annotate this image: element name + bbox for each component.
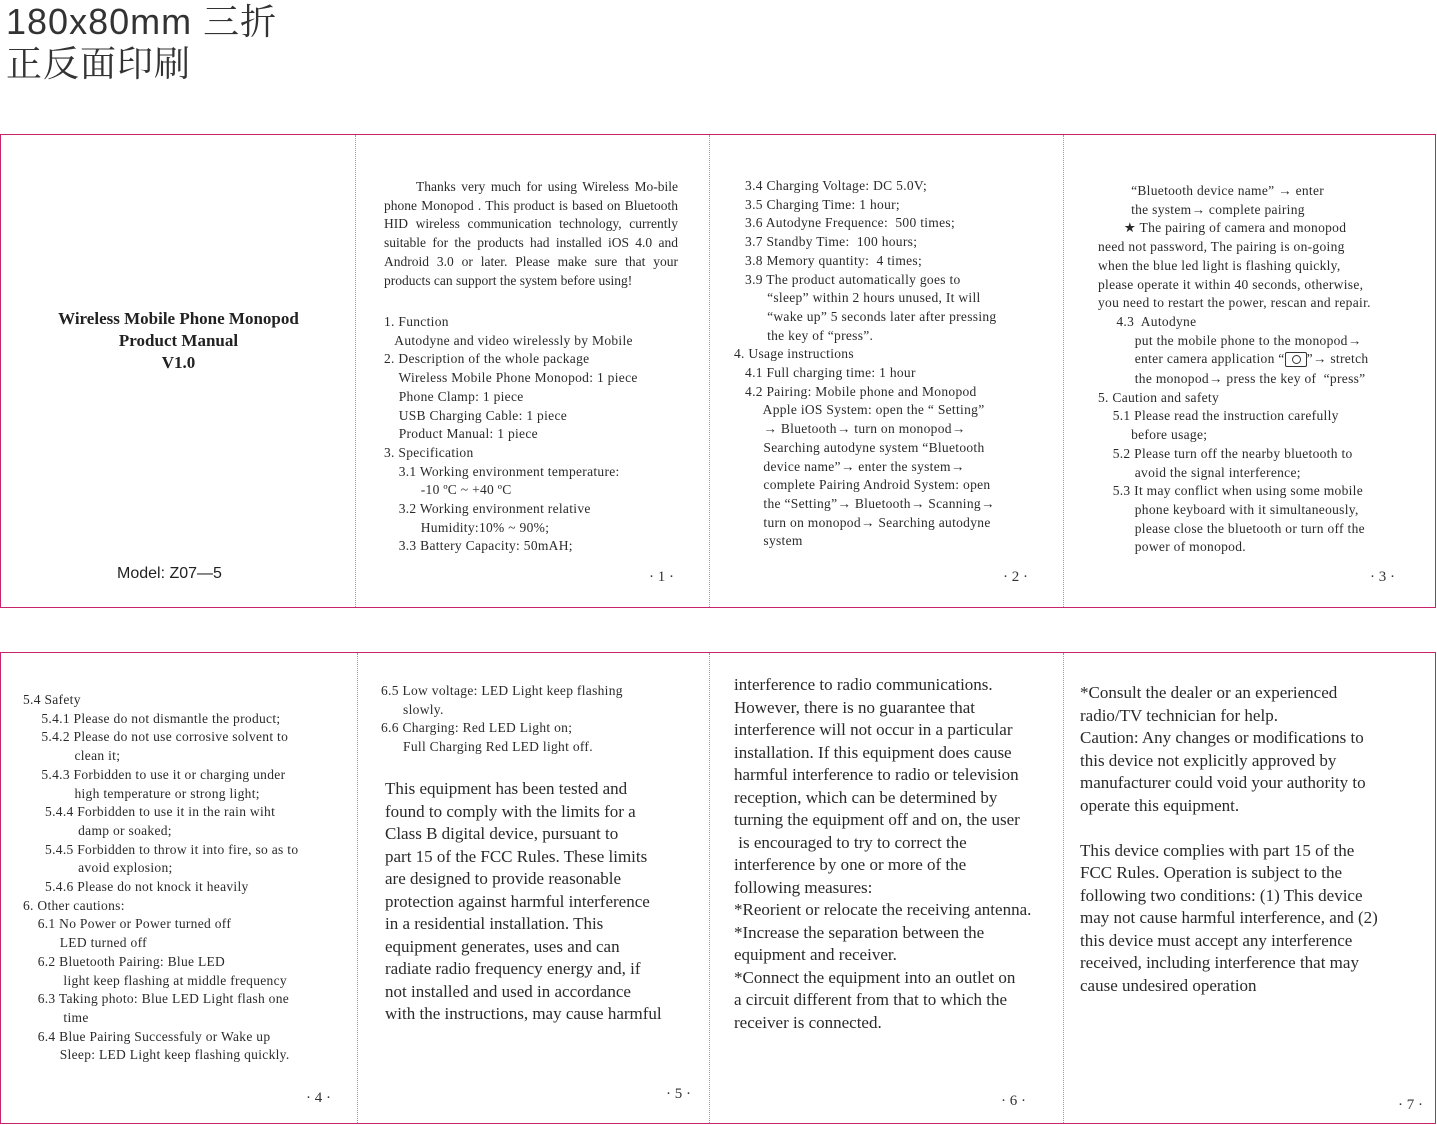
page-number-3: · 3 · (1370, 569, 1395, 585)
fold-line (357, 653, 358, 1123)
page-number-2: · 2 · (1003, 569, 1028, 585)
front-sheet (0, 134, 1436, 608)
page4-body: 5.4 Safety 5.4.1 Please do not dismantle the product; 5.4.2 Please do not use corrosive solvent to clean it; 5.4.3 Forbidden to use it or charging under high temperature or strong light; 5.4.4 Forbidden to use it in the rain wiht damp or soaked; 5.4.5 Forbidden to throw it into fire, so as to avoid explosion; 5.4.6 Please do not knock it heavily 6. Other cautions: 6.1 No Power or Power turned off LED turned off 6.2 Bluetooth Pairing: Blue LED light keep flashing at middle frequency 6.3 Taking photo: Blue LED Light flash one time 6.4 Blue Pairing Successfuly or Wake up Sleep: LED Light keep flashing quickly. (23, 692, 299, 1063)
page1-body: 1. Function Autodyne and video wirelessly by Mobile 2. Description of the whole package Wireless Mobile Phone Monopod: 1 piece Phone Clamp: 1 piece USB Charging Cable: 1 piece Product Manual: 1 piece 3. Specification 3.1 Working environment temperature: -10 ºC ~ +40 ºC 3.2 Working environment relative Humidity:10% ~ 90%; 3.3 Battery Capacity: 50mAH; (384, 314, 638, 554)
page5-led-status: 6.5 Low voltage: LED Light keep flashing slowly. 6.6 Charging: Red LED Light on; Full Charging Red LED light off. (381, 683, 623, 755)
autodyne-line (1098, 350, 1368, 369)
manual-title-line2: Product Manual (118, 331, 239, 350)
print-spec-size: 180x80mm 三折 (6, 1, 278, 42)
fcc-statement-part3: *Consult the dealer or an experienced radio/TV technician for help. Caution: Any changes or modifications to this device not explicitly approved by manufacturer could void your authority to operate this equipment. This device complies with part 15 of the FCC Rules. Operation is subject to the following two conditions: (1) This device may not cause harmful interference, and (2) this device must accept any interference received, including interference that may cause undesired operation (1080, 683, 1378, 995)
fold-line (709, 135, 710, 607)
manual-title-line1: Wireless Mobile Phone Monopod (58, 309, 299, 328)
fcc-statement-part1: This equipment has been tested and found to comply with the limits for a Class B digital device, pursuant to part 15 of the FCC Rules. These limits are designed to provide reasonable protection against harmful interference in a residential installation. This equipment generates, uses and can radiate radio frequency energy and, if not installed and used in accordance with the instructions, may cause harmful (385, 779, 662, 1023)
print-spec-duplex: 正反面印刷 (6, 43, 192, 84)
page-number-1: · 1 · (649, 569, 674, 585)
back-sheet (0, 652, 1436, 1124)
intro-paragraph: Thanks very much for using Wireless Mo-bile phone Monopod . This product is based on Bluetooth HID wireless communication technology, currently suitable for the products had installed iOS 4.0 and Android 3.0 or later. Please make sure that your products can support the system before using! (384, 179, 678, 288)
fold-line (1063, 653, 1064, 1123)
page3-body-a: “Bluetooth device name” → enter the system→ complete pairing ★ The pairing of camera and monopod need not password, The pairing is on-going when the blue led light is flashing quickly, please operate it within 40 seconds, otherwise, you need to restart the power, rescan and repair. 4.3 Autodyne put the mobile phone to the monopod→ (1098, 183, 1371, 348)
page2-body: 3.4 Charging Voltage: DC 5.0V; 3.5 Charging Time: 1 hour; 3.6 Autodyne Frequence: 500 times; 3.7 Standby Time: 100 hours; 3.8 Memory quantity: 4 times; 3.9 The product automatically goes to “sleep” within 2 hours unused, It will “wake up” 5 seconds later after pressing the key of “press”. 4. Usage instructions 4.1 Full charging time: 1 hour 4.2 Pairing: Mobile phone and Monopod Apple iOS System: open the “ Setting” → Bluetooth→ turn on monopod→ Searching autodyne system “Bluetooth device name”→ enter the system→ complete Pairing Android System: open the “Setting”→ Bluetooth→ Scanning→ turn on monopod→ Searching autodyne system (734, 178, 997, 549)
autodyne-text-post: ”→ stretch (1306, 351, 1369, 366)
fold-line (709, 653, 710, 1123)
page-number-4: · 4 · (306, 1090, 331, 1106)
camera-icon (1285, 352, 1307, 367)
page3-body-b: the monopod→ press the key of “press” 5. Caution and safety 5.1 Please read the instruction carefully before usage; 5.2 Please turn off the nearby bluetooth to avoid the signal interference; 5.3 It may conflict when using some mobile phone keyboard with it simultaneously, please close the bluetooth or turn off the power of monopod. (1098, 371, 1366, 555)
autodyne-text-pre: enter camera application “ (1098, 351, 1285, 366)
page-number-5: · 5 · (666, 1086, 691, 1102)
page-number-6: · 6 · (1001, 1093, 1026, 1109)
model-number: Model: Z07—5 (117, 565, 222, 582)
fcc-statement-part2: interference to radio communications. However, there is no guarantee that interference will not occur in a particular installation. If this equipment does cause harmful interference to radio or television reception, which can be determined by turning the equipment off and on, the user is encouraged to try to correct the interference by one or more of the following measures: *Reorient or relocate the receiving antenna. *Increase the separation between the equipment and receiver. *Connect the equipment into an outlet on a circuit different from that to which the receiver is connected. (734, 675, 1032, 1032)
page-number-7: · 7 · (1398, 1097, 1423, 1113)
fold-line (1063, 135, 1064, 607)
manual-version: V1.0 (161, 353, 196, 372)
